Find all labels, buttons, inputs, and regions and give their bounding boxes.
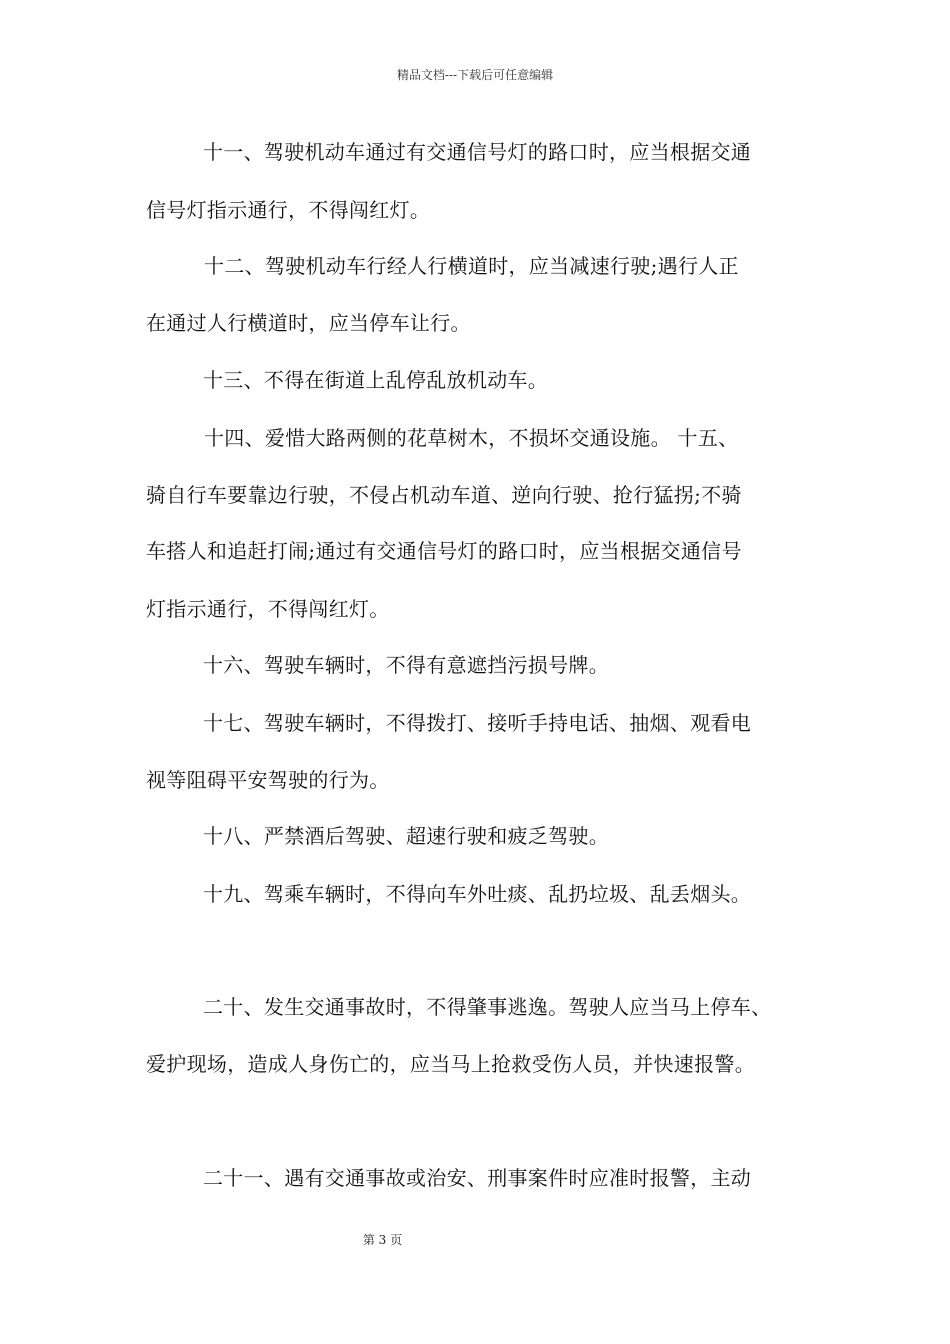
line-17a: 十七、驾驶车辆时，不得拨打、接听手持电话、抽烟、观看电 bbox=[203, 711, 752, 735]
line-20a: 二十、发生交通事故时，不得肇事逃逸。驾驶人应当马上停车、 bbox=[203, 995, 772, 1019]
line-12b: 在通过人行横道时，应当停车让行。 bbox=[146, 311, 471, 335]
line-13: 十三、不得在街道上乱停乱放机动车。 bbox=[203, 368, 549, 392]
line-15c: 灯指示通行，不得闯红灯。 bbox=[146, 597, 390, 621]
line-11a: 十一、驾驶机动车通过有交通信号灯的路口时，应当根据交通 bbox=[203, 140, 752, 164]
line-17b: 视等阻碍平安驾驶的行为。 bbox=[146, 768, 390, 792]
line-14: 十四、爱惜大路两侧的花草树木，不损坏交通设施。 十五、 bbox=[204, 426, 739, 450]
line-15a: 骑自行车要靠边行驶，不侵占机动车道、逆向行驶、抢行猛拐;不骑 bbox=[146, 483, 742, 507]
line-11b: 信号灯指示通行，不得闯红灯。 bbox=[146, 198, 431, 222]
line-20b: 爱护现场，造成人身伤亡的，应当马上抢救受伤人员，并快速报警。 bbox=[146, 1052, 755, 1076]
line-21a: 二十一、遇有交通事故或治安、刑事案件时应准时报警，主动 bbox=[203, 1166, 752, 1190]
line-19: 十九、驾乘车辆时，不得向车外吐痰、乱扔垃圾、乱丢烟头。 bbox=[203, 882, 752, 906]
line-15b: 车搭人和追赶打闹;通过有交通信号灯的路口时，应当根据交通信号 bbox=[146, 539, 742, 563]
line-12a: 十二、驾驶机动车行经人行横道时，应当减速行驶;遇行人正 bbox=[204, 254, 739, 278]
line-18: 十八、严禁酒后驾驶、超速行驶和疲乏驾驶。 bbox=[203, 824, 609, 848]
page-number: 第 3 页 bbox=[362, 1233, 403, 1247]
line-16: 十六、驾驶车辆时，不得有意遮挡污损号牌。 bbox=[203, 653, 609, 677]
page-header: 精品文档---下载后可任意编辑 bbox=[396, 68, 554, 82]
